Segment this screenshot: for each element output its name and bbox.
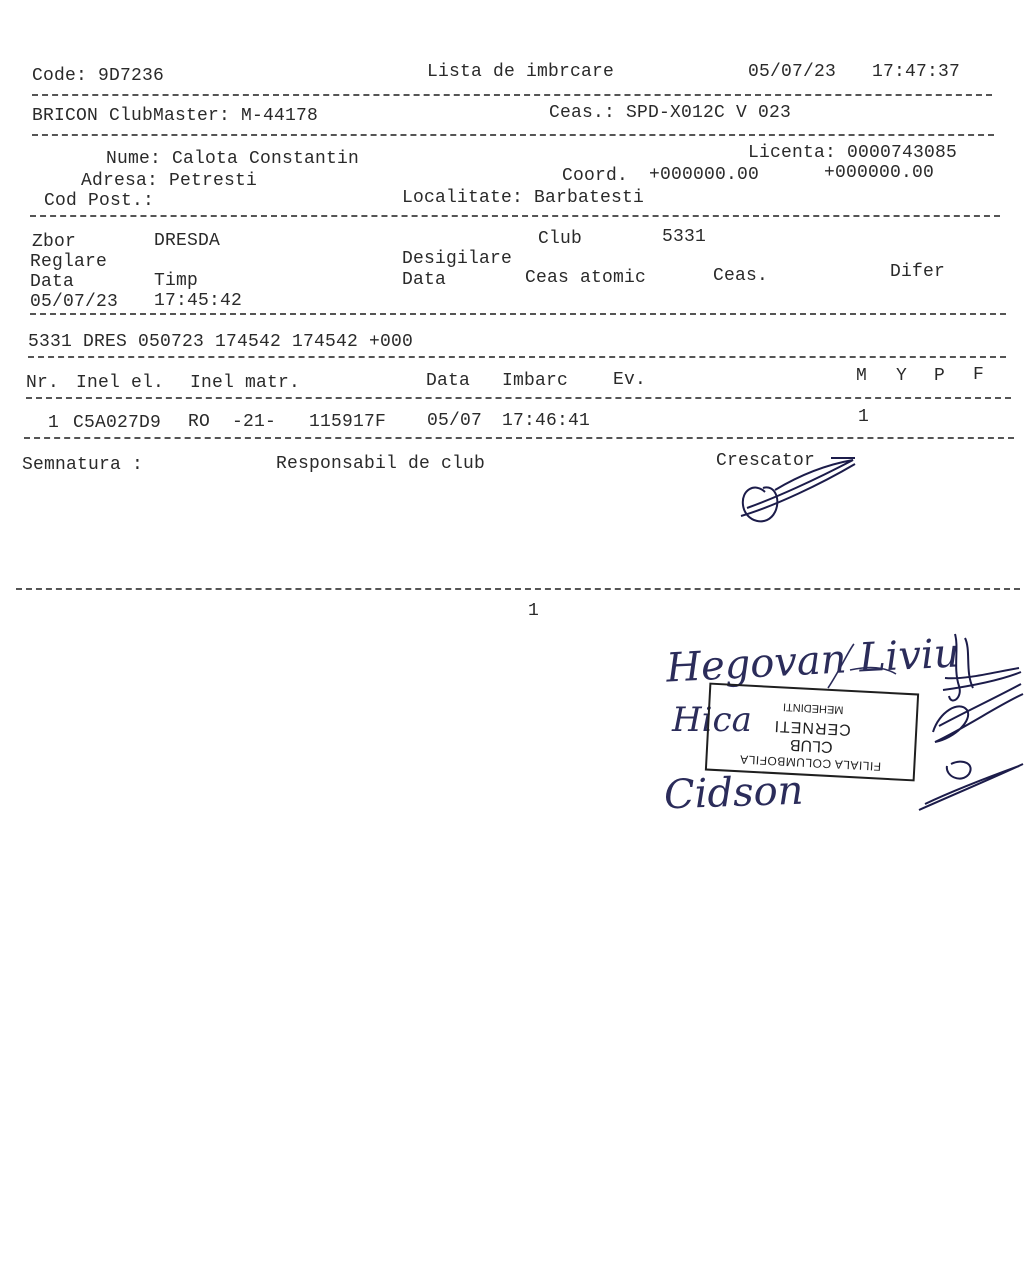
club-value: 5331 <box>662 227 707 247</box>
reglare-timp-label: Timp <box>154 271 199 291</box>
handwritten-name-1: Hegovan Liviu <box>664 630 961 692</box>
owner-address: Adresa: Petresti <box>81 171 258 191</box>
difer-label: Difer <box>890 262 946 282</box>
postal-code-label: Cod Post.: <box>44 191 155 211</box>
divider <box>32 134 994 136</box>
desigilare-data-label: Data <box>402 270 447 290</box>
col-header-nr: Nr. <box>26 373 60 393</box>
document-title: Lista de imbrcare <box>427 62 615 82</box>
handwritten-name-2: Hica <box>672 700 752 740</box>
locality: Localitate: Barbatesti <box>402 188 645 208</box>
col-header-y: Y <box>896 366 908 386</box>
row-inel-el: C5A027D9 <box>73 413 162 433</box>
license-number: Licenta: 0000743085 <box>748 143 958 163</box>
zbor-label: Zbor <box>32 232 77 252</box>
row-data: 05/07 <box>427 411 483 431</box>
col-header-imbarc: Imbarc <box>502 371 569 391</box>
reglare-time: 17:45:42 <box>154 291 243 311</box>
coord-label: Coord. <box>562 166 629 186</box>
ceas-atomic-label: Ceas atomic <box>525 268 647 288</box>
col-header-inel-matr: Inel matr. <box>190 373 301 393</box>
row-m: 1 <box>858 407 870 427</box>
ceas-label: Ceas. <box>713 266 769 286</box>
row-inel-matr: RO -21- 115917F <box>188 412 387 432</box>
reglare-date: 05/07/23 <box>30 292 119 312</box>
col-header-data: Data <box>426 371 471 391</box>
divider <box>28 356 1006 358</box>
col-header-p: P <box>934 366 946 386</box>
stamp-line-3: CERNETI <box>773 716 852 739</box>
stamp-line-2: CLUB <box>789 735 834 756</box>
reglare-data-label: Data <box>30 272 75 292</box>
reglare-label: Reglare <box>30 252 108 272</box>
print-time: 17:47:37 <box>872 62 961 82</box>
row-nr: 1 <box>48 413 60 433</box>
code-label: Code: 9D7236 <box>32 66 165 86</box>
handwriting-flourish <box>820 640 900 700</box>
club-label: Club <box>538 229 583 249</box>
col-header-f: F <box>973 365 985 385</box>
clubmaster-id: BRICON ClubMaster: M-44178 <box>32 106 319 126</box>
responsabil-label: Responsabil de club <box>276 454 486 474</box>
divider <box>30 313 1006 315</box>
coord-latitude: +000000.00 <box>649 165 760 185</box>
summary-line: 5331 DRES 050723 174542 174542 +000 <box>28 332 414 352</box>
coord-longitude: +000000.00 <box>824 163 935 183</box>
divider <box>30 215 1000 217</box>
divider <box>26 397 1011 399</box>
divider <box>16 588 1020 590</box>
semnatura-label: Semnatura : <box>22 455 144 475</box>
crescator-label: Crescator <box>716 451 816 471</box>
right-signatures <box>915 628 1024 818</box>
divider <box>24 437 1014 439</box>
stamp-line-1: FILIALA COLUMBOFILA <box>739 752 882 774</box>
col-header-inel-el: Inel el. <box>76 373 165 393</box>
print-date: 05/07/23 <box>748 62 837 82</box>
clock-id: Ceas.: SPD-X012C V 023 <box>549 103 792 123</box>
desigilare-label: Desigilare <box>402 249 513 269</box>
divider <box>32 94 992 96</box>
page-number: 1 <box>528 601 540 621</box>
owner-name: Nume: Calota Constantin <box>106 149 360 169</box>
handwritten-name-3: Cidson <box>663 767 805 819</box>
col-header-m: M <box>856 366 868 386</box>
stamp-line-4: MEHEDINTI <box>782 700 844 716</box>
crescator-signature <box>735 450 865 530</box>
zbor-value: DRESDA <box>154 231 221 251</box>
row-imbarc: 17:46:41 <box>502 411 591 431</box>
col-header-ev: Ev. <box>613 370 647 390</box>
